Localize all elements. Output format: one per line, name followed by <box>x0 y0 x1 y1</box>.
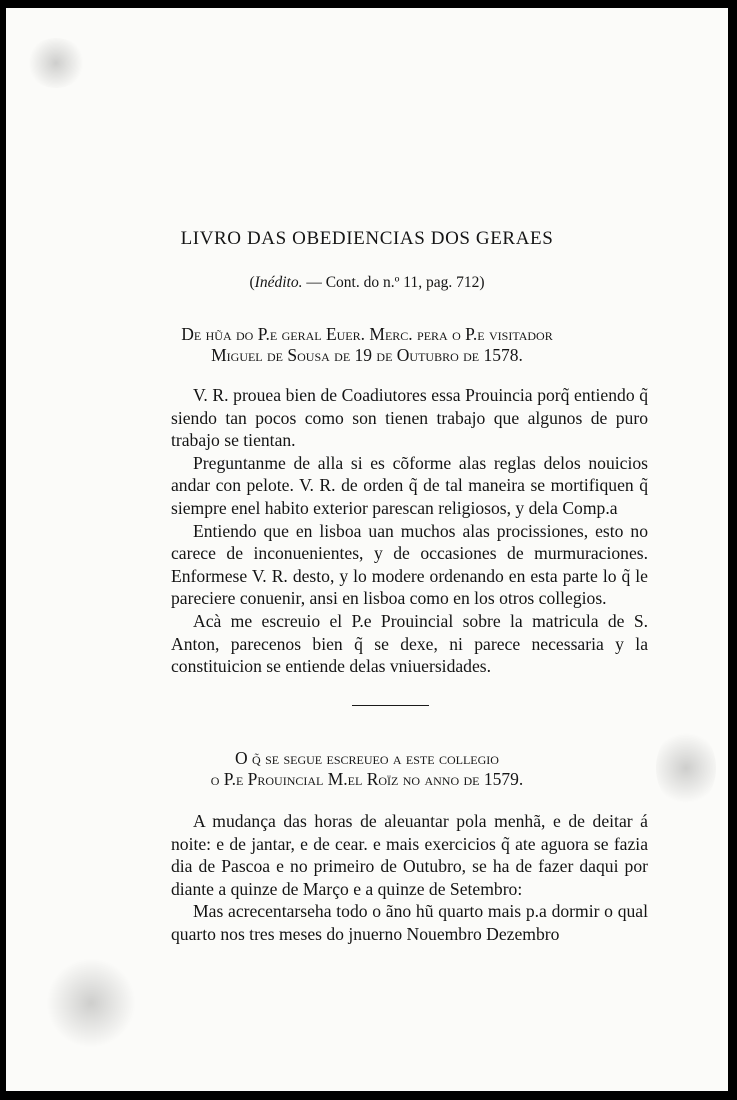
subtitle-open: ( <box>249 274 255 291</box>
section-1-heading-line-2: Miguel de Sousa de 19 de Outubro de 1578. <box>211 345 523 365</box>
section-divider <box>352 705 429 706</box>
subtitle-italic: Inédito. <box>254 274 303 291</box>
section-2-body <box>171 810 648 946</box>
section-2-heading-line-2: o P.e Prouincial M.el Roïz no anno de 1579. <box>210 769 524 789</box>
print-speckle <box>26 38 86 88</box>
section-1-paragraph: Entiendo que en lisboa uan muchos alas procissiones, esto no carece de inconuenientes, y de occasiones de murmuraciones. Enformese V. R. desto, y lo modere ordenando en esta parte lo q̃ le pareciere conuenir, ansi en lisboa como en los otros collegios. <box>171 520 648 609</box>
section-2-paragraph: A mudança das horas de aleuantar pola menhã, e de deitar á noite: e de jantar, e de cear. e mais exercicios q̃ ate aguora se fazia dia de Pascoa e no primeiro de Outubro, se ha de fazer daqui por diante a quinze de Março e a quinze de Setembro: <box>171 811 648 899</box>
document-title: LIVRO DAS OBEDIENCIAS DOS GERAES <box>180 228 554 249</box>
section-2-heading-line-1: O q̃ se segue escreueo a este collegio <box>235 748 499 768</box>
section-2-heading <box>6 748 728 790</box>
section-1-body <box>171 384 648 678</box>
page-sheet <box>6 8 728 1091</box>
section-1-heading-line-1: De hũa do P.e geral Euer. Merc. pera o P.e visitador <box>181 324 553 344</box>
subtitle-rest: — Cont. do n.º 11, pag. 712) <box>302 274 485 291</box>
section-1-paragraph: Acà me escreuio el P.e Prouincial sobre la matricula de S. Anton, parecenos bien q̃ se dexe, ni parece necessaria y la constituicion se entiende delas vniuersidades. <box>171 610 648 677</box>
section-1-heading <box>6 324 728 366</box>
section-1-paragraph: V. R. prouea bien de Coadiutores essa Prouincia porq̃ entiendo q̃ siendo tan pocos como son tienen trabajo que algunos de puro trabajo se tientan. <box>171 385 648 451</box>
document-subtitle <box>6 274 728 292</box>
print-speckle <box>46 958 136 1048</box>
section-1-paragraph: Preguntanme de alla si es cõforme alas reglas delos nouicios andar con pelote. V. R. de orden q̃ de tal maneira se mortifiquen q̃ siempre enel habito exterior parescan religiosos, y dela Comp.a <box>171 452 648 518</box>
section-2-paragraph: Mas acrecentarseha todo o ãno hũ quarto mais p.a dormir o qual quarto nos tres meses do jnuerno Nouembro Dezembro <box>171 901 648 944</box>
